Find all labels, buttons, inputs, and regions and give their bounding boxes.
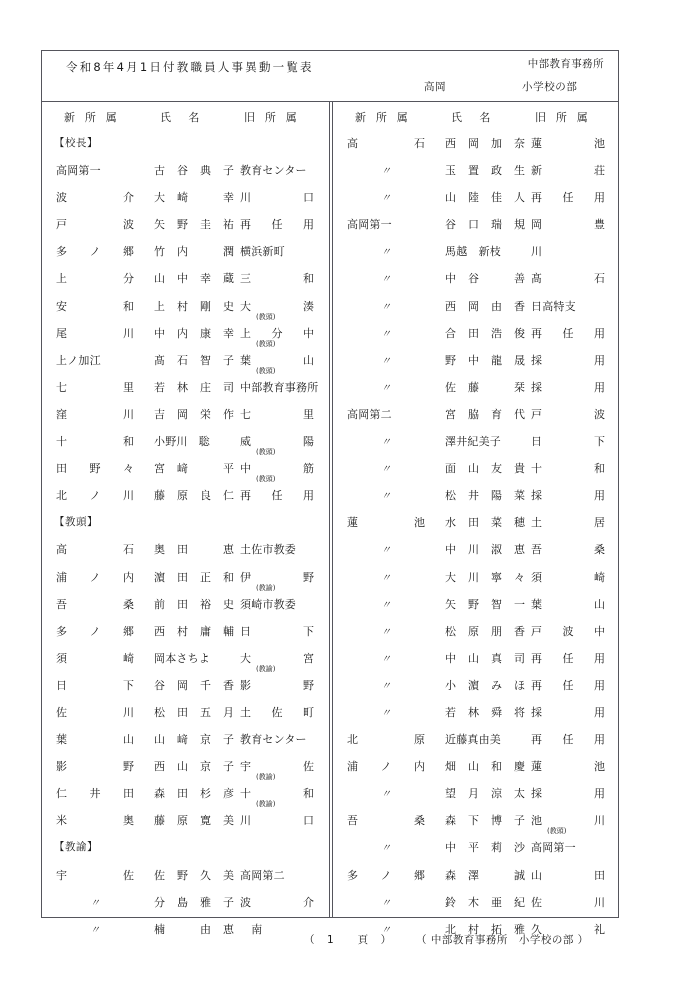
table-row [42, 753, 330, 780]
cell-old-post: 戸 波 中 [531, 624, 605, 638]
ditto-mark: 〃 [381, 572, 391, 584]
group-heading: 【教諭】 [54, 841, 98, 854]
table-row [333, 753, 618, 780]
cell-new-post: 安 和 [56, 299, 134, 313]
cell-person-name: 宮 脇 育 代 [445, 407, 525, 421]
cell-new-post [347, 596, 443, 611]
table-row [42, 374, 330, 401]
cell-old-post: 十 和 [531, 462, 605, 476]
table-row [42, 591, 330, 618]
table-row [333, 618, 618, 645]
cell-person-name: 山 陸 佳 人 [445, 191, 525, 205]
cell-old-post: 宇 佐 (教諭) [240, 760, 314, 782]
table-row [42, 455, 330, 482]
area-label: 高岡 [424, 81, 447, 93]
ditto-mark: 〃 [381, 491, 391, 503]
cell-person-name: 若 林 庄 司 [154, 380, 234, 394]
ditto-mark: 〃 [381, 897, 391, 909]
cell-person-name: 畑 山 和 慶 [445, 760, 525, 774]
cell-new-post: 吾 桑 [347, 814, 425, 828]
group-heading: 【校長】 [54, 137, 98, 149]
cell-old-post: 再 任 用 [531, 678, 605, 692]
cell-old-post: 久 礼 [531, 922, 605, 936]
cell-old-post: 土佐市教委 [240, 543, 296, 557]
cell-old-post: 教育センター [240, 164, 307, 178]
cell-person-name: 濵 田 正 和 [154, 570, 234, 584]
cell-person-name: 鈴 木 亜 紀 [445, 895, 525, 909]
cell-person-name: 森 澤 誠 [445, 868, 525, 882]
cell-old-post: 再 任 用 [531, 733, 605, 747]
cell-person-name: 中 川 淑 恵 [445, 543, 525, 557]
rank-annotation: (教諭) [256, 773, 276, 782]
cell-new-post: 戸 波 [56, 218, 134, 232]
table-row [42, 265, 330, 292]
right-column-headers [333, 102, 618, 130]
cell-old-post: 再 任 用 [240, 489, 314, 503]
cell-new-post: 高岡第一 [347, 218, 392, 232]
cell-old-post: 上 分 中 (教頭) [240, 326, 314, 348]
cell-new-post: 上 分 [56, 272, 134, 286]
cell-old-post: 再 任 用 [531, 326, 605, 340]
cell-person-name: 北 村 拓 雅 [445, 922, 525, 936]
cell-person-name: 小野川 聡 [154, 435, 210, 449]
cell-person-name: 中 平 莉 沙 [445, 841, 525, 855]
table-row [333, 320, 618, 347]
cell-old-post: 岡 豊 [531, 218, 605, 232]
cell-new-post [347, 541, 443, 556]
ditto-mark: 〃 [381, 328, 391, 340]
cell-person-name: 古 谷 典 子 [154, 164, 234, 178]
cell-person-name: 森 下 博 子 [445, 814, 525, 828]
cell-old-post: 採 用 [531, 489, 605, 503]
cell-old-post: 再 任 用 [531, 651, 605, 665]
ditto-mark: 〃 [381, 437, 391, 449]
cell-new-post [347, 460, 443, 475]
cell-old-post: 川 [531, 245, 542, 259]
table-body [42, 102, 618, 936]
cell-new-post: 十 和 [56, 435, 134, 449]
table-row [42, 699, 330, 726]
cell-person-name: 矢 野 圭 祐 [154, 218, 234, 232]
cell-person-name: 藤 原 良 仁 [154, 489, 234, 503]
cell-new-post [347, 243, 443, 258]
cell-new-post [347, 325, 443, 340]
cell-person-name: 西 山 京 子 [154, 760, 234, 774]
rank-annotation: (教諭) [256, 664, 276, 673]
cell-new-post [347, 379, 443, 394]
cell-new-post [347, 162, 443, 177]
cell-old-post: 採 用 [531, 353, 605, 367]
cell-old-post: 蓮 池 [531, 760, 605, 774]
cell-person-name: 水 田 菜 穂 [445, 516, 525, 530]
rank-annotation: (教諭) [256, 800, 276, 809]
cell-new-post [347, 298, 443, 313]
cell-person-name: 佐 藤 栞 [445, 380, 525, 394]
header-old-post: 旧 所 属 [244, 111, 300, 124]
table-row [42, 536, 330, 563]
table-row [333, 265, 618, 292]
header-new-post: 新 所 属 [355, 111, 411, 124]
cell-old-post: 採 用 [531, 380, 605, 394]
title-band [42, 51, 618, 102]
ditto-mark: 〃 [381, 545, 391, 557]
right-row-list [333, 130, 618, 943]
cell-old-post: 採 用 [531, 705, 605, 719]
cell-new-post [347, 650, 443, 665]
group-heading-row [42, 834, 330, 861]
cell-person-name: 澤井紀美子 [445, 435, 501, 449]
cell-old-post: 中 筋 (教頭) [240, 462, 314, 484]
cell-person-name: 面 山 友 貴 [445, 462, 525, 476]
cell-new-post [347, 677, 443, 692]
cell-old-post: 戸 波 [531, 407, 605, 421]
cell-person-name: 近藤真由美 [445, 733, 501, 747]
cell-person-name: 若 林 舜 将 [445, 705, 525, 719]
ditto-mark: 〃 [381, 680, 391, 692]
cell-new-post [347, 270, 443, 285]
header-old-post: 旧 所 属 [535, 111, 591, 124]
cell-old-post: 波 介 [240, 895, 314, 909]
cell-new-post: 多 ノ 郷 [56, 624, 134, 638]
ditto-mark: 〃 [381, 464, 391, 476]
cell-person-name: 山 﨑 京 子 [154, 733, 234, 747]
cell-old-post: 蓮 池 [531, 137, 605, 150]
cell-new-post: 七 里 [56, 380, 134, 394]
cell-person-name: 楠 由 恵 [154, 922, 234, 936]
table-row [333, 536, 618, 563]
cell-new-post: 米 奥 [56, 814, 134, 828]
left-column-panel [42, 102, 330, 936]
table-row [333, 509, 618, 536]
cell-old-post: 採 用 [531, 787, 605, 801]
table-row [333, 347, 618, 374]
rank-annotation: (教頭) [256, 448, 276, 457]
cell-person-name: 松 井 陽 菜 [445, 489, 525, 503]
table-row [333, 862, 618, 889]
table-row [42, 807, 330, 834]
right-column-panel [332, 102, 618, 936]
cell-new-post: 田 野 々 [56, 462, 134, 476]
cell-person-name: 谷 岡 千 香 [154, 678, 234, 692]
cell-new-post: 北 ノ 川 [56, 489, 134, 503]
group-heading-row [42, 130, 330, 157]
rank-annotation: (教頭) [547, 827, 567, 836]
table-row [333, 780, 618, 807]
cell-new-post [347, 839, 443, 854]
cell-new-post: 北 原 [347, 733, 425, 747]
cell-old-post: 大 宮 (教諭) [240, 651, 314, 673]
cell-new-post: 高 石 [347, 137, 425, 150]
cell-person-name: 西 岡 加 奈 [445, 137, 525, 150]
cell-person-name: 野 中 龍 晟 [445, 353, 525, 367]
table-row [42, 889, 330, 916]
cell-new-post: 影 野 [56, 760, 134, 774]
table-row [42, 320, 330, 347]
cell-person-name: 分 島 雅 子 [154, 895, 234, 909]
group-heading: 【教頭】 [54, 516, 98, 529]
cell-new-post: 浦 ノ 内 [347, 760, 425, 774]
cell-person-name: 合 田 浩 俊 [445, 326, 525, 340]
table-row [333, 564, 618, 591]
table-row [333, 157, 618, 184]
table-row [42, 401, 330, 428]
cell-new-post [347, 487, 443, 502]
cell-old-post: 再 任 用 [531, 191, 605, 205]
cell-new-post: 高 石 [56, 543, 134, 557]
cell-person-name: 玉 置 政 生 [445, 164, 525, 178]
cell-person-name: 宮 﨑 平 [154, 462, 234, 476]
table-row [333, 726, 618, 753]
cell-old-post: 影 野 [240, 678, 314, 692]
table-row [42, 862, 330, 889]
ditto-mark: 〃 [381, 247, 391, 259]
cell-person-name: 松 原 朋 香 [445, 624, 525, 638]
ditto-mark: 〃 [381, 193, 391, 205]
cell-new-post [347, 785, 443, 800]
ditto-mark: 〃 [381, 789, 391, 801]
table-row [333, 699, 618, 726]
cell-old-post: 十 和 (教諭) [240, 787, 314, 809]
cell-new-post [56, 894, 152, 909]
rank-annotation: (教諭) [256, 583, 276, 592]
ditto-mark: 〃 [381, 355, 391, 367]
ditto-mark: 〃 [381, 924, 391, 936]
cell-person-name: 大 崎 幸 [154, 191, 234, 205]
cell-person-name: 佐 野 久 美 [154, 868, 234, 882]
cell-person-name: 松 田 五 月 [154, 705, 234, 719]
cell-old-post: 葉 山 (教頭) [240, 353, 314, 375]
cell-new-post [347, 704, 443, 719]
cell-new-post: 多 ノ 郷 [56, 245, 134, 259]
cell-person-name: 藤 原 寛 美 [154, 814, 234, 828]
table-row [333, 807, 618, 834]
document-title: 令和8年4月1日付教職員人事異動一覧表 [66, 60, 314, 74]
cell-new-post: 多 ノ 郷 [347, 868, 425, 882]
cell-old-post: 横浜新町 [240, 245, 285, 259]
cell-person-name: 大 川 寧 々 [445, 570, 525, 584]
cell-person-name: 中 山 真 司 [445, 651, 525, 665]
cell-old-post: 日高特支 [531, 299, 576, 313]
table-row [333, 455, 618, 482]
cell-person-name: 竹 内 潤 [154, 245, 234, 259]
cell-old-post: 新 荘 [531, 164, 605, 178]
table-row [333, 591, 618, 618]
rank-annotation: (教頭) [256, 475, 276, 484]
table-row [42, 645, 330, 672]
cell-old-post: 須 崎 [531, 570, 605, 584]
cell-new-post: 高岡第一 [56, 164, 101, 178]
cell-old-post: 川 口 [240, 814, 314, 828]
table-row [333, 834, 618, 861]
cell-old-post: 葉 山 [531, 597, 605, 611]
cell-person-name: 西 村 庸 輔 [154, 624, 234, 638]
cell-person-name: 上 村 剛 史 [154, 299, 234, 313]
cell-new-post: 波 介 [56, 191, 134, 205]
table-row [333, 293, 618, 320]
ditto-mark: 〃 [381, 626, 391, 638]
header-new-post: 新 所 属 [64, 111, 120, 124]
table-row [333, 482, 618, 509]
cell-new-post: 須 崎 [56, 651, 134, 665]
table-row [333, 672, 618, 699]
rank-annotation: (教頭) [256, 339, 276, 348]
cell-old-post: 高岡第一 [531, 841, 576, 855]
cell-new-post: 上ノ加江 [56, 353, 101, 367]
cell-person-name: 山 中 幸 蔵 [154, 272, 234, 286]
cell-new-post [347, 352, 443, 367]
cell-new-post: 日 下 [56, 678, 134, 692]
ditto-mark: 〃 [381, 707, 391, 719]
ditto-mark: 〃 [381, 653, 391, 665]
cell-new-post: 佐 川 [56, 705, 134, 719]
cell-old-post: 三 和 [240, 272, 314, 286]
cell-old-post: 日 下 [531, 435, 605, 449]
table-row [333, 374, 618, 401]
table-row [333, 889, 618, 916]
cell-old-post: 南 [240, 922, 263, 936]
issuing-office: 中部教育事務所 [527, 58, 604, 70]
cell-person-name: 奥 田 恵 [154, 543, 234, 557]
cell-old-post: 威 陽 (教頭) [240, 435, 314, 457]
rank-annotation: (教頭) [256, 312, 276, 321]
table-row [333, 211, 618, 238]
cell-old-post: 佐 川 [531, 895, 605, 909]
header-name: 氏 名 [451, 111, 494, 124]
table-row [333, 238, 618, 265]
cell-person-name: 前 田 裕 史 [154, 597, 234, 611]
cell-person-name: 岡本さちよ [154, 651, 210, 665]
cell-person-name: 矢 野 智 一 [445, 597, 525, 611]
table-row [42, 184, 330, 211]
cell-person-name: 望 月 涼 太 [445, 787, 525, 801]
table-row [333, 401, 618, 428]
cell-person-name: 中 谷 善 [445, 272, 525, 286]
cell-old-post: 川 口 [240, 191, 314, 205]
cell-old-post: 伊 野 (教諭) [240, 570, 314, 592]
cell-old-post: 高岡第二 [240, 868, 285, 882]
table-row [42, 293, 330, 320]
cell-new-post: 浦 ノ 内 [56, 570, 134, 584]
cell-old-post: 日 下 [240, 624, 314, 638]
cell-person-name: 谷 口 瑞 規 [445, 218, 525, 232]
left-column-headers [42, 102, 330, 130]
cell-new-post [347, 433, 443, 448]
left-row-list [42, 130, 330, 943]
ditto-mark: 〃 [90, 924, 100, 936]
ditto-mark: 〃 [381, 274, 391, 286]
table-row [42, 238, 330, 265]
cell-new-post: 尾 川 [56, 326, 134, 340]
cell-old-post: 七 里 [240, 407, 314, 421]
group-heading-row [42, 509, 330, 536]
cell-person-name: 森 田 杉 彦 [154, 787, 234, 801]
cell-old-post: 須崎市教委 [240, 597, 296, 611]
cell-old-post: 池 川 (教頭) [531, 814, 605, 836]
cell-old-post: 土 佐 町 [240, 705, 314, 719]
cell-person-name: 馬越 新枝 [445, 245, 501, 259]
cell-old-post: 山 田 [531, 868, 605, 882]
ditto-mark: 〃 [381, 382, 391, 394]
cell-new-post [347, 623, 443, 638]
table-row [42, 482, 330, 509]
table-row [42, 618, 330, 645]
cell-person-name: 髙 石 智 子 [154, 353, 234, 367]
ditto-mark: 〃 [381, 166, 391, 178]
table-frame [41, 50, 619, 936]
table-row [333, 184, 618, 211]
cell-person-name: 小 濵 み ほ [445, 678, 525, 692]
page-footer [41, 932, 619, 952]
cell-new-post [347, 894, 443, 909]
ditto-mark: 〃 [90, 897, 100, 909]
table-row [42, 726, 330, 753]
table-row [42, 157, 330, 184]
footer-note: （ 中部教育事務所 小学校の部 ） [416, 934, 589, 946]
table-row [333, 130, 618, 157]
ditto-mark: 〃 [381, 301, 391, 313]
cell-new-post: 蓮 池 [347, 516, 425, 530]
cell-person-name: 西 岡 由 香 [445, 299, 525, 313]
cell-new-post: 高岡第二 [347, 407, 392, 421]
cell-old-post: 中部教育事務所 [240, 380, 319, 394]
section-label: 小学校の部 [522, 81, 578, 93]
table-row [42, 672, 330, 699]
cell-new-post: 吾 桑 [56, 597, 134, 611]
cell-old-post: 髙 石 [531, 272, 605, 286]
cell-new-post [347, 569, 443, 584]
table-row [333, 645, 618, 672]
cell-person-name: 吉 岡 栄 作 [154, 407, 234, 421]
table-row [42, 211, 330, 238]
cell-new-post [347, 189, 443, 204]
cell-person-name: 中 内 康 幸 [154, 326, 234, 340]
rank-annotation: (教頭) [256, 366, 276, 375]
table-row [42, 780, 330, 807]
table-row [42, 564, 330, 591]
table-row [42, 428, 330, 455]
cell-old-post: 吾 桑 [531, 543, 605, 557]
header-name: 氏 名 [160, 111, 203, 124]
table-row [42, 347, 330, 374]
page-number: （ 1 頁 ） [304, 934, 393, 946]
cell-old-post: 教育センター [240, 733, 307, 747]
cell-new-post: 葉 山 [56, 733, 134, 747]
cell-new-post: 宇 佐 [56, 868, 134, 882]
table-row [333, 428, 618, 455]
ditto-mark: 〃 [381, 599, 391, 611]
cell-old-post: 土 居 [531, 516, 605, 530]
cell-new-post: 仁 井 田 [56, 787, 134, 801]
cell-new-post: 窪 川 [56, 407, 134, 421]
cell-old-post: 大 湊 (教頭) [240, 299, 314, 321]
cell-old-post: 再 任 用 [240, 218, 314, 232]
ditto-mark: 〃 [381, 843, 391, 855]
